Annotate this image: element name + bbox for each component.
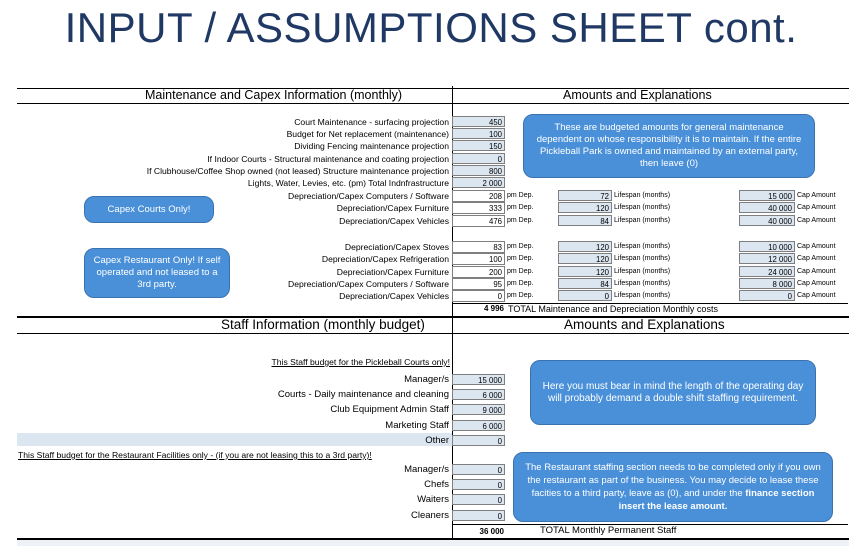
maintenance-row-label: Dividing Fencing maintenance projection bbox=[294, 141, 449, 152]
pm-dep-label: pm Dep. bbox=[507, 192, 534, 199]
capex-cap-amount-input[interactable]: 24 000 bbox=[739, 266, 795, 277]
maintenance-header: Maintenance and Capex Information (monthly) bbox=[145, 88, 403, 102]
capex-lifespan-input[interactable]: 72 bbox=[558, 190, 612, 201]
lifespan-label: Lifespan (months) bbox=[614, 279, 671, 287]
staff-amounts-header: Amounts and Explanations bbox=[564, 317, 725, 332]
capex-lifespan-input[interactable]: 84 bbox=[558, 278, 612, 289]
staff-restaurant-row-label: Manager/s bbox=[404, 464, 449, 475]
capex-row-label: Depreciation/Capex Vehicles bbox=[339, 215, 449, 226]
staff-row-value[interactable]: 9 000 bbox=[452, 404, 505, 415]
staff-restaurant-row-label: Cleaners bbox=[410, 509, 449, 521]
maintenance-row-value[interactable]: 0 bbox=[452, 153, 505, 164]
lifespan-label: Lifespan (months) bbox=[614, 292, 671, 300]
cap-amount-label: Cap Amount bbox=[797, 292, 836, 300]
staff-restaurant-row-value[interactable]: 0 bbox=[452, 494, 505, 505]
cap-amount-label: Cap Amount bbox=[797, 216, 836, 224]
cap-amount-label: Cap Amount bbox=[797, 192, 836, 199]
pm-dep-label: pm Dep. bbox=[507, 243, 534, 250]
lifespan-label: Lifespan (months) bbox=[614, 243, 671, 250]
maintenance-total-value: 4 996 bbox=[483, 304, 504, 313]
capex-pm-dep-value[interactable]: 95 bbox=[452, 278, 505, 290]
staff-total-value: 36 000 bbox=[479, 527, 504, 536]
maintenance-row-label: Lights, Water, Levies, etc. (pm) Total Indnfrastructure bbox=[247, 178, 449, 188]
pm-dep-label: pm Dep. bbox=[507, 216, 534, 224]
capex-pm-dep-value[interactable]: 476 bbox=[452, 215, 505, 227]
staff-row-value[interactable]: 0 bbox=[452, 435, 505, 446]
capex-lifespan-input[interactable]: 120 bbox=[558, 253, 612, 264]
cap-amount-label: Cap Amount bbox=[797, 279, 836, 287]
staff-row-label: Other bbox=[425, 434, 449, 446]
staff-restaurant-heading: This Staff budget for the Restaurant Facilities only - (if you are not leasing this to a 3rd party)! bbox=[18, 450, 372, 460]
cap-amount-label: Cap Amount bbox=[797, 267, 836, 275]
maintenance-amounts-header: Amounts and Explanations bbox=[563, 88, 712, 102]
staff-row-label: Manager/s bbox=[404, 374, 449, 385]
maintenance-row-label: If Clubhouse/Coffee Shop owned (not leased) Structure maintenance projection bbox=[146, 165, 449, 176]
maintenance-row-value[interactable]: 450 bbox=[452, 116, 505, 127]
capex-pm-dep-value[interactable]: 83 bbox=[452, 241, 505, 253]
pm-dep-label: pm Dep. bbox=[507, 255, 534, 263]
capex-row-label: Depreciation/Capex Vehicles bbox=[339, 291, 449, 302]
staff-row-value[interactable]: 15 000 bbox=[452, 374, 505, 385]
capex-row-label: Depreciation/Capex Refrigeration bbox=[321, 254, 449, 265]
capex-lifespan-input[interactable]: 120 bbox=[558, 241, 612, 252]
capex-pm-dep-value[interactable]: 200 bbox=[452, 266, 505, 278]
lifespan-label: Lifespan (months) bbox=[614, 216, 671, 224]
staff-row-label: Marketing Staff bbox=[385, 419, 449, 431]
capex-pm-dep-value[interactable]: 0 bbox=[452, 290, 505, 302]
maintenance-explanation-note: These are budgeted amounts for general maintenance dependent on whose responsibility it is to maintain. If the entire Pickleball Park is owned and maintained by an external party, then leave (0) bbox=[523, 114, 815, 178]
staff-restaurant-row-label: Waiters bbox=[417, 494, 449, 506]
capex-cap-amount-input[interactable]: 10 000 bbox=[739, 241, 795, 252]
staff-total-label: TOTAL Monthly Permanent Staff bbox=[540, 525, 677, 536]
capex-lifespan-input[interactable]: 120 bbox=[558, 202, 612, 213]
staff-row-label: Club Equipment Admin Staff bbox=[330, 404, 449, 416]
capex-lifespan-input[interactable]: 120 bbox=[558, 266, 612, 277]
capex-pm-dep-value[interactable]: 100 bbox=[452, 253, 505, 265]
staff-row-label: Courts - Daily maintenance and cleaning bbox=[277, 389, 449, 401]
capex-cap-amount-input[interactable]: 12 000 bbox=[739, 253, 795, 264]
capex-lifespan-input[interactable]: 84 bbox=[558, 215, 612, 226]
maintenance-row-value[interactable]: 2 000 bbox=[452, 177, 505, 188]
pm-dep-label: pm Dep. bbox=[507, 267, 534, 275]
lifespan-label: Lifespan (months) bbox=[614, 192, 671, 199]
staff-header: Staff Information (monthly budget) bbox=[221, 317, 425, 332]
page-title: INPUT / ASSUMPTIONS SHEET cont. bbox=[64, 4, 798, 51]
capex-cap-amount-input[interactable]: 40 000 bbox=[739, 215, 795, 226]
capex-lifespan-input[interactable]: 0 bbox=[558, 290, 612, 301]
maintenance-row-value[interactable]: 100 bbox=[452, 128, 505, 139]
staff-courts-heading: This Staff budget for the Pickleball Courts only! bbox=[271, 357, 450, 367]
maintenance-row-value[interactable]: 800 bbox=[452, 165, 505, 176]
capex-cap-amount-input[interactable]: 15 000 bbox=[739, 190, 795, 201]
staff-row-value[interactable]: 6 000 bbox=[452, 420, 505, 431]
staff-row-value[interactable]: 6 000 bbox=[452, 389, 505, 400]
capex-row-label: Depreciation/Capex Furniture bbox=[336, 203, 449, 214]
pm-dep-label: pm Dep. bbox=[507, 292, 534, 300]
maintenance-total-label: TOTAL Maintenance and Depreciation Monthly costs bbox=[508, 304, 718, 314]
cap-amount-label: Cap Amount bbox=[797, 243, 836, 250]
staff-restaurant-row-value[interactable]: 0 bbox=[452, 464, 505, 475]
lifespan-label: Lifespan (months) bbox=[614, 267, 671, 275]
cap-amount-label: Cap Amount bbox=[797, 204, 836, 212]
pm-dep-label: pm Dep. bbox=[507, 204, 534, 212]
maintenance-row-label: Budget for Net replacement (maintenance) bbox=[286, 129, 449, 140]
capex-row-label: Depreciation/Capex Stoves bbox=[344, 242, 449, 252]
staff-restaurant-row-label: Chefs bbox=[424, 479, 449, 491]
staff-restaurant-explanation-bold: finance section insert the lease amount. bbox=[618, 488, 815, 512]
maintenance-row-label: Court Maintenance - surfacing projection bbox=[294, 117, 449, 127]
capex-row-label: Depreciation/Capex Computers / Software bbox=[288, 278, 449, 289]
capex-cap-amount-input[interactable]: 40 000 bbox=[739, 202, 795, 213]
capex-row-label: Depreciation/Capex Furniture bbox=[336, 266, 449, 277]
capex-pm-dep-value[interactable]: 208 bbox=[452, 190, 505, 202]
capex-pm-dep-value[interactable]: 333 bbox=[452, 202, 505, 214]
capex-restaurant-note: Capex Restaurant Only! If self operated and not leased to a 3rd party. bbox=[84, 248, 230, 298]
staff-restaurant-row-value[interactable]: 0 bbox=[452, 479, 505, 490]
capex-courts-note: Capex Courts Only! bbox=[84, 196, 214, 223]
capex-cap-amount-input[interactable]: 8 000 bbox=[739, 278, 795, 289]
pm-dep-label: pm Dep. bbox=[507, 279, 534, 287]
lifespan-label: Lifespan (months) bbox=[614, 255, 671, 263]
staff-restaurant-explanation bbox=[513, 452, 833, 522]
capex-cap-amount-input[interactable]: 0 bbox=[739, 290, 795, 301]
cap-amount-label: Cap Amount bbox=[797, 255, 836, 263]
lifespan-label: Lifespan (months) bbox=[614, 204, 671, 212]
staff-restaurant-explanation-text: The Restaurant staffing section needs to be completed only if you own the restaurant as part of the business. You may decide to lease these facities to a third party, leave as (0), and under the bbox=[525, 462, 821, 499]
capex-row-label: Depreciation/Capex Computers / Software bbox=[288, 191, 449, 201]
maintenance-row-label: If Indoor Courts - Structural maintenance and coating projection bbox=[207, 153, 449, 164]
staff-courts-explanation: Here you must bear in mind the length of the operating day will probably demand a double shift staffing requirement. bbox=[530, 360, 816, 425]
maintenance-row-value[interactable]: 150 bbox=[452, 140, 505, 151]
staff-restaurant-row-value[interactable]: 0 bbox=[452, 510, 505, 521]
